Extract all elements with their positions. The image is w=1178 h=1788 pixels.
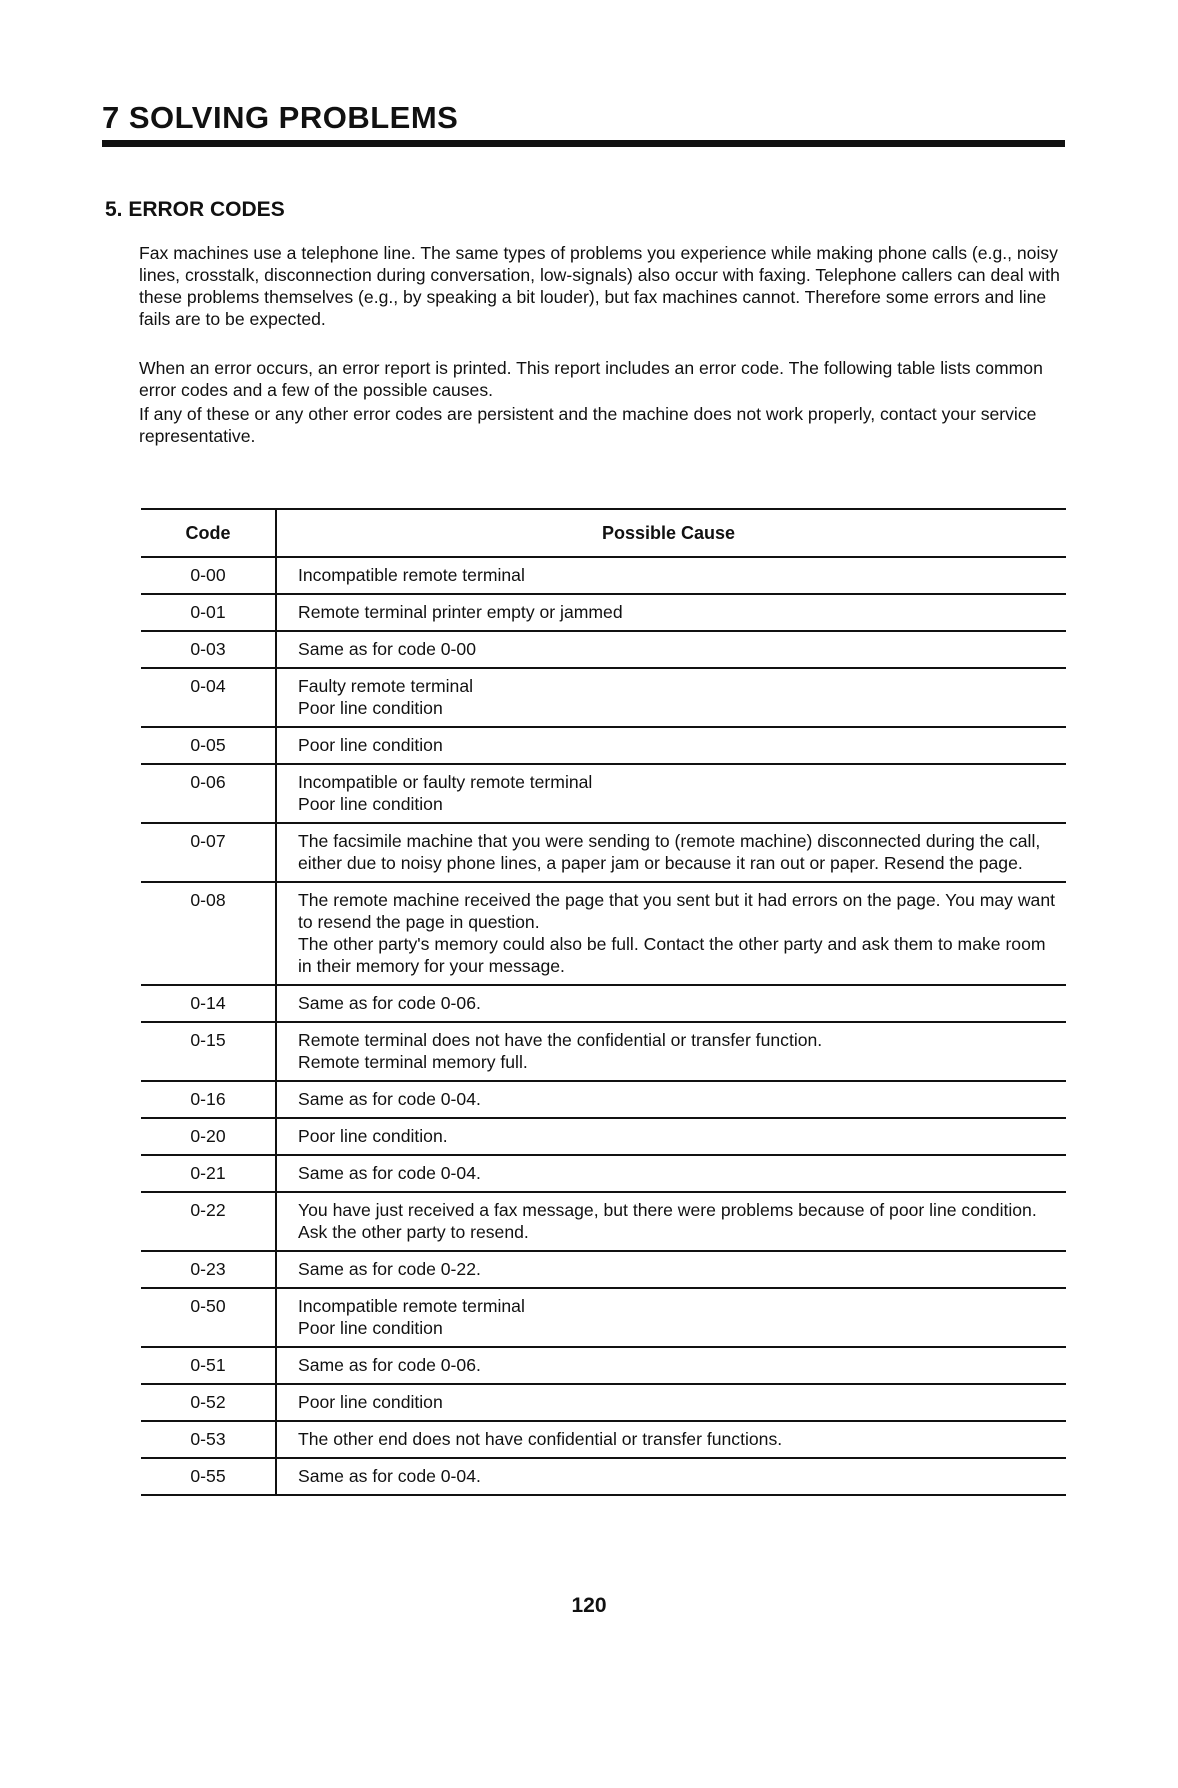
error-code: 0-51 bbox=[141, 1347, 276, 1384]
possible-cause bbox=[276, 1384, 1066, 1421]
table-row bbox=[141, 823, 1066, 882]
cause-line: Incompatible or faulty remote terminal bbox=[298, 772, 593, 792]
possible-cause bbox=[276, 1421, 1066, 1458]
cause-line: Same as for code 0-04. bbox=[298, 1089, 481, 1109]
possible-cause bbox=[276, 594, 1066, 631]
service-contact-paragraph: If any of these or any other error codes are persistent and the machine does not work properly, contact your service representative. bbox=[139, 404, 1037, 446]
table-row bbox=[141, 985, 1066, 1022]
cause-line: You have just received a fax message, but there were problems because of poor line condition. Ask the other party to resend. bbox=[298, 1200, 1037, 1242]
possible-cause bbox=[276, 1118, 1066, 1155]
table-row bbox=[141, 668, 1066, 727]
table-row bbox=[141, 727, 1066, 764]
table-row bbox=[141, 594, 1066, 631]
cause-line: The other end does not have confidential or transfer functions. bbox=[298, 1429, 783, 1449]
possible-cause bbox=[276, 1347, 1066, 1384]
chapter-rule bbox=[102, 140, 1065, 147]
possible-cause bbox=[276, 668, 1066, 727]
table-row bbox=[141, 882, 1066, 985]
cause-line: Poor line condition bbox=[298, 698, 443, 718]
error-code: 0-20 bbox=[141, 1118, 276, 1155]
code-column-header: Code bbox=[141, 509, 276, 557]
possible-cause bbox=[276, 764, 1066, 823]
table-row bbox=[141, 1384, 1066, 1421]
cause-line: Poor line condition. bbox=[298, 1126, 448, 1146]
table-row bbox=[141, 1347, 1066, 1384]
section-title: 5. ERROR CODES bbox=[105, 198, 285, 221]
table-row bbox=[141, 557, 1066, 594]
possible-cause bbox=[276, 1288, 1066, 1347]
possible-cause bbox=[276, 727, 1066, 764]
error-code: 0-06 bbox=[141, 764, 276, 823]
cause-line: The other party's memory could also be full. Contact the other party and ask them to make room in their memory for your message. bbox=[298, 934, 1046, 976]
cause-line: Incompatible remote terminal bbox=[298, 565, 525, 585]
cause-line: Same as for code 0-04. bbox=[298, 1466, 481, 1486]
possible-cause bbox=[276, 1022, 1066, 1081]
table-row bbox=[141, 1251, 1066, 1288]
error-code: 0-14 bbox=[141, 985, 276, 1022]
table-row bbox=[141, 764, 1066, 823]
possible-cause bbox=[276, 1251, 1066, 1288]
error-code: 0-07 bbox=[141, 823, 276, 882]
cause-line: Same as for code 0-06. bbox=[298, 1355, 481, 1375]
cause-line: Poor line condition bbox=[298, 1392, 443, 1412]
cause-line: The facsimile machine that you were sending to (remote machine) disconnected during the call, either due to noisy phone lines, a paper jam or because it ran out or paper. Resend the page. bbox=[298, 831, 1041, 873]
error-code: 0-15 bbox=[141, 1022, 276, 1081]
table-row bbox=[141, 1118, 1066, 1155]
cause-column-header: Possible Cause bbox=[276, 509, 1066, 557]
error-code: 0-23 bbox=[141, 1251, 276, 1288]
cause-line: Remote terminal does not have the confidential or transfer function. bbox=[298, 1030, 823, 1050]
possible-cause bbox=[276, 1458, 1066, 1495]
cause-line: The remote machine received the page that you sent but it had errors on the page. You may want to resend the page in question. bbox=[298, 890, 1056, 932]
possible-cause bbox=[276, 1081, 1066, 1118]
error-code: 0-03 bbox=[141, 631, 276, 668]
possible-cause bbox=[276, 1192, 1066, 1251]
table-row bbox=[141, 1421, 1066, 1458]
page-number: 120 bbox=[571, 1594, 607, 1617]
cause-line: Same as for code 0-06. bbox=[298, 993, 481, 1013]
possible-cause bbox=[276, 1155, 1066, 1192]
table-row bbox=[141, 1022, 1066, 1081]
error-code: 0-22 bbox=[141, 1192, 276, 1251]
possible-cause bbox=[276, 823, 1066, 882]
error-code: 0-21 bbox=[141, 1155, 276, 1192]
cause-line: Same as for code 0-22. bbox=[298, 1259, 481, 1279]
intro-paragraph: Fax machines use a telephone line. The same types of problems you experience while making phone calls (e.g., noisy lines, crosstalk, disconnection during conversation, low-signals) also occur with faxing. Telephone callers can deal with these problems themselves (e.g., by speaking a bit louder), but fax machines cannot. Therefore some errors and line fails are to be expected. bbox=[139, 243, 1060, 329]
possible-cause bbox=[276, 631, 1066, 668]
error-code: 0-53 bbox=[141, 1421, 276, 1458]
error-code: 0-16 bbox=[141, 1081, 276, 1118]
cause-line: Same as for code 0-00 bbox=[298, 639, 476, 659]
error-code: 0-05 bbox=[141, 727, 276, 764]
cause-line: Poor line condition bbox=[298, 735, 443, 755]
possible-cause bbox=[276, 557, 1066, 594]
cause-line: Same as for code 0-04. bbox=[298, 1163, 481, 1183]
cause-line: Incompatible remote terminal bbox=[298, 1296, 525, 1316]
table-header-row bbox=[141, 509, 1066, 557]
possible-cause bbox=[276, 985, 1066, 1022]
error-code: 0-50 bbox=[141, 1288, 276, 1347]
table-row bbox=[141, 1192, 1066, 1251]
error-code: 0-52 bbox=[141, 1384, 276, 1421]
cause-line: Faulty remote terminal bbox=[298, 676, 474, 696]
error-code: 0-01 bbox=[141, 594, 276, 631]
cause-line: Remote terminal memory full. bbox=[298, 1052, 528, 1072]
error-code: 0-04 bbox=[141, 668, 276, 727]
table-row bbox=[141, 1155, 1066, 1192]
error-code-table bbox=[141, 508, 1066, 1496]
error-report-paragraph: When an error occurs, an error report is printed. This report includes an error code. The following table lists common error codes and a few of the possible causes. bbox=[139, 358, 1043, 400]
error-code: 0-00 bbox=[141, 557, 276, 594]
cause-line: Poor line condition bbox=[298, 794, 443, 814]
table-row bbox=[141, 1081, 1066, 1118]
error-code: 0-08 bbox=[141, 882, 276, 985]
table-row bbox=[141, 631, 1066, 668]
error-code: 0-55 bbox=[141, 1458, 276, 1495]
table-row bbox=[141, 1458, 1066, 1495]
possible-cause bbox=[276, 882, 1066, 985]
table-row bbox=[141, 1288, 1066, 1347]
cause-line: Poor line condition bbox=[298, 1318, 443, 1338]
chapter-title: 7 SOLVING PROBLEMS bbox=[102, 100, 459, 135]
cause-line: Remote terminal printer empty or jammed bbox=[298, 602, 623, 622]
